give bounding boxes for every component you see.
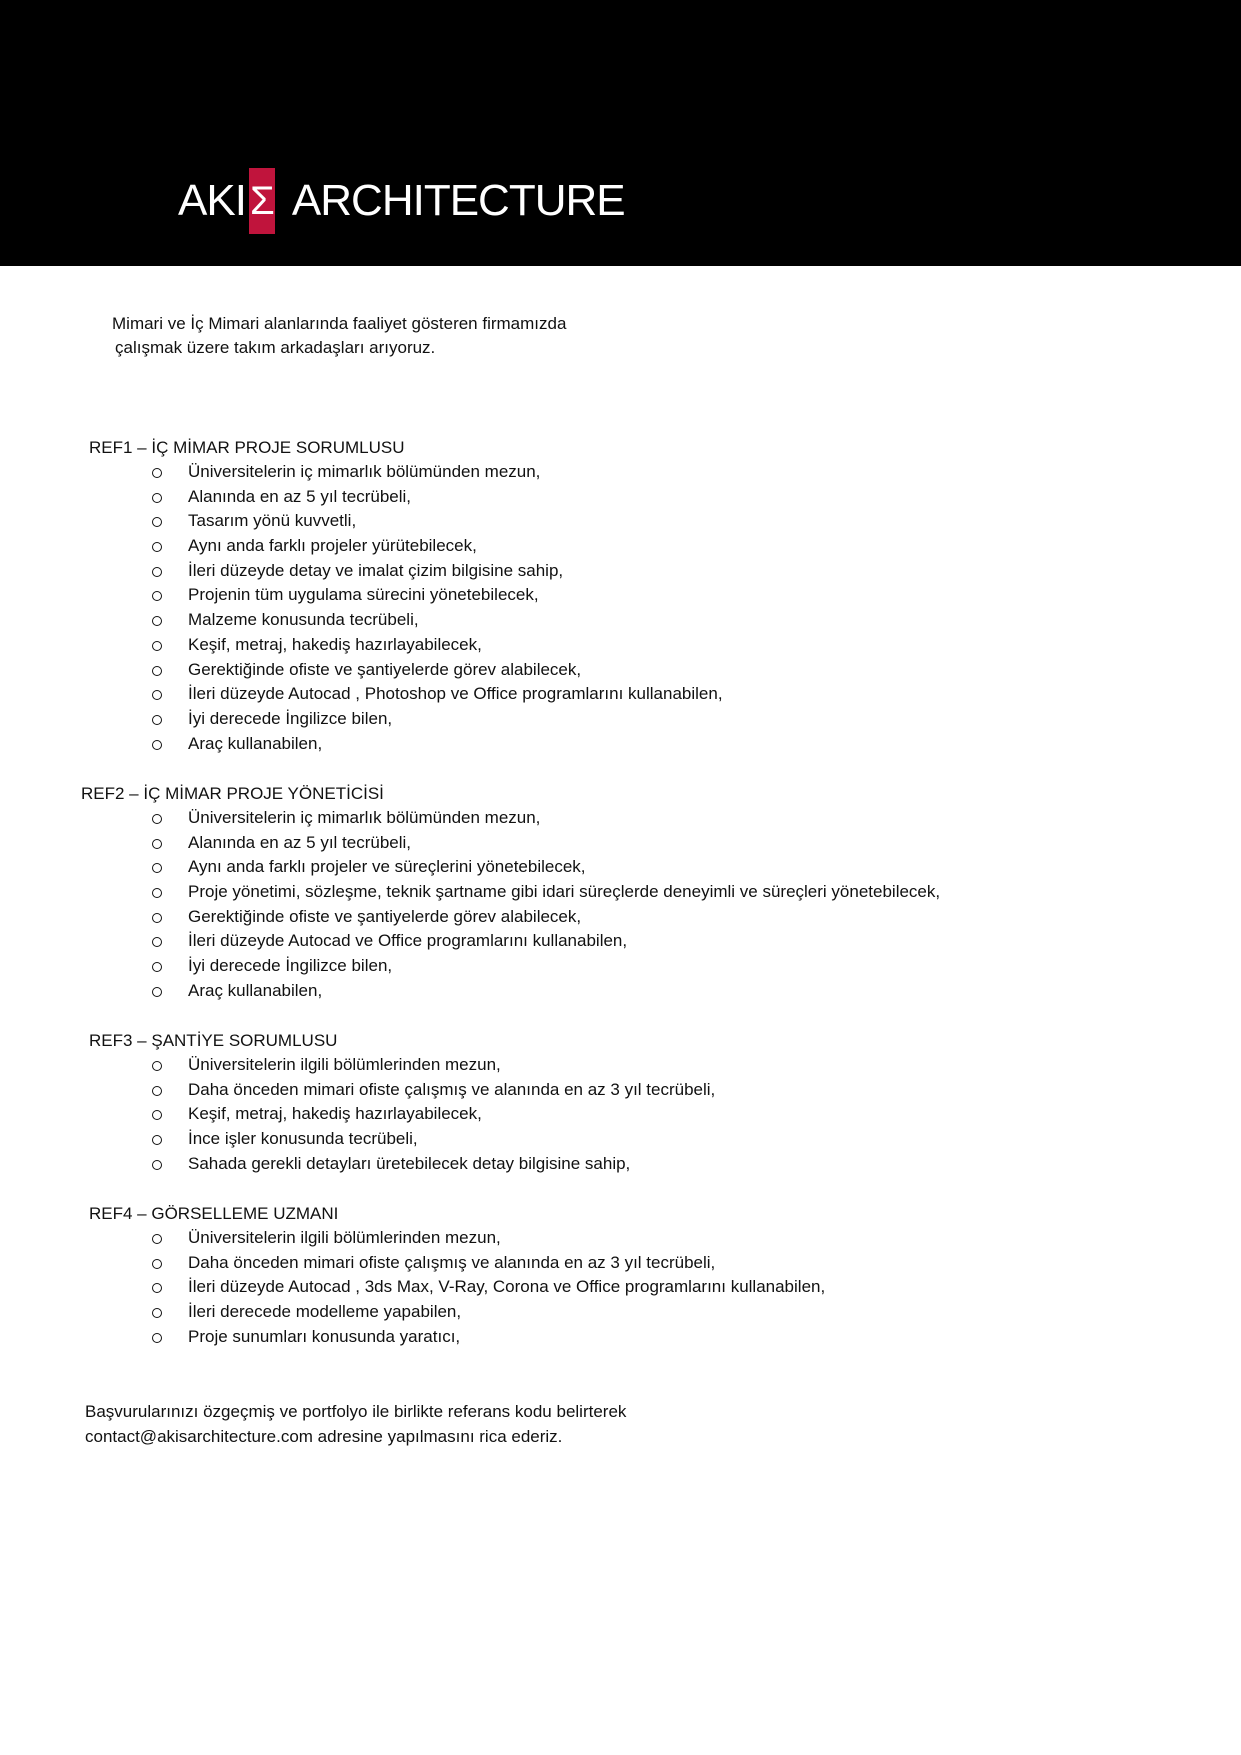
list-item-text: Daha önceden mimari ofiste çalışmış ve alanında en az 3 yıl tecrübeli, xyxy=(188,1252,716,1272)
bullet-circle-icon xyxy=(152,1086,162,1096)
application-note xyxy=(85,1399,626,1449)
list-item xyxy=(89,1102,482,1127)
list-item xyxy=(89,534,477,559)
list-item xyxy=(89,1275,826,1300)
bullet-circle-icon xyxy=(152,468,162,478)
section-ref3 xyxy=(89,1028,716,1176)
logo-wordmark: ARCHITECTURE xyxy=(291,176,625,225)
bullet-circle-icon xyxy=(152,937,162,947)
list-item-text: İnce işler konusunda tecrübeli, xyxy=(188,1129,418,1149)
list-item-text: Araç kullanabilen, xyxy=(188,733,323,753)
bullet-circle-icon xyxy=(152,493,162,503)
section-ref4 xyxy=(89,1201,826,1349)
bullet-circle-icon xyxy=(152,888,162,898)
section-ref1 xyxy=(89,435,723,756)
list-item xyxy=(89,1251,716,1276)
bullet-circle-icon xyxy=(152,591,162,601)
footer-line-1: Başvurularınızı özgeçmiş ve portfolyo ile birlikte referans kodu belirterek xyxy=(85,1402,627,1421)
list-item-text: İleri düzeyde Autocad ve Office programlarını kullanabilen, xyxy=(188,931,628,951)
list-item xyxy=(89,485,412,510)
list-item-text: Projenin tüm uygulama sürecini yönetebilecek, xyxy=(188,585,539,605)
bullet-circle-icon xyxy=(152,690,162,700)
list-item xyxy=(89,1300,462,1325)
intro-line-1: Mimari ve İç Mimari alanlarında faaliyet gösteren firmamızda xyxy=(112,314,567,333)
bullet-circle-icon xyxy=(152,863,162,873)
list-item xyxy=(81,831,412,856)
list-item-text: İyi derecede İngilizce bilen, xyxy=(188,956,393,976)
list-item xyxy=(81,905,582,930)
bullet-circle-icon xyxy=(152,814,162,824)
list-item xyxy=(89,1226,501,1251)
section-title: REF2 – İÇ MİMAR PROJE YÖNETİCİSİ xyxy=(81,784,384,803)
list-item xyxy=(89,1127,418,1152)
bullet-circle-icon xyxy=(152,616,162,626)
list-item xyxy=(89,658,582,683)
bullet-circle-icon xyxy=(152,567,162,577)
list-item-text: Üniversitelerin ilgili bölümlerinden mezun, xyxy=(188,1055,501,1074)
list-item xyxy=(89,559,564,584)
bullet-circle-icon xyxy=(152,1234,162,1244)
list-item xyxy=(89,633,482,658)
bullet-circle-icon xyxy=(152,839,162,849)
bullet-circle-icon xyxy=(152,715,162,725)
logo-sigma-mark: Σ xyxy=(249,168,275,234)
bullet-circle-icon xyxy=(152,517,162,527)
list-item-text: Sahada gerekli detayları üretebilecek detay bilgisine sahip, xyxy=(188,1153,631,1173)
bullet-circle-icon xyxy=(152,1283,162,1293)
requirements-list xyxy=(89,460,723,756)
bullet-circle-icon xyxy=(152,987,162,997)
list-item xyxy=(89,1053,501,1078)
bullet-circle-icon xyxy=(152,666,162,676)
list-item-text: Proje sunumları konusunda yaratıcı, xyxy=(188,1326,461,1346)
list-item-text: İleri düzeyde Autocad , Photoshop ve Office programlarını kullanabilen, xyxy=(188,684,723,704)
list-item-text: Üniversitelerin iç mimarlık bölümünden mezun, xyxy=(188,808,541,827)
list-item xyxy=(81,929,628,954)
requirements-list xyxy=(89,1053,716,1176)
list-item-text: Proje yönetimi, sözleşme, teknik şartname gibi idari süreçlerde deneyimli ve süreçleri yönetebilecek, xyxy=(188,882,941,902)
header-banner xyxy=(0,0,1241,266)
section-title: REF4 – GÖRSELLEME UZMANI xyxy=(89,1204,339,1223)
list-item-text: Alanında en az 5 yıl tecrübeli, xyxy=(188,832,412,852)
list-item-text: Aynı anda farklı projeler ve süreçlerini yönetebilecek, xyxy=(188,857,586,877)
list-item xyxy=(89,460,541,485)
bullet-circle-icon xyxy=(152,962,162,972)
logo-prefix: AKI xyxy=(178,176,246,225)
intro-line-2: çalışmak üzere takım arkadaşları arıyoruz. xyxy=(115,338,436,357)
bullet-circle-icon xyxy=(152,1061,162,1071)
list-item xyxy=(89,732,405,757)
list-item xyxy=(89,707,405,732)
section-title: REF3 – ŞANTİYE SORUMLUSU xyxy=(89,1031,338,1050)
list-item-text: Gerektiğinde ofiste ve şantiyelerde görev alabilecek, xyxy=(188,906,582,926)
list-item xyxy=(89,608,419,633)
list-item-text: İyi derecede İngilizce bilen, xyxy=(188,708,393,728)
list-item-text: Aynı anda farklı projeler yürütebilecek, xyxy=(188,536,477,556)
bullet-circle-icon xyxy=(152,1135,162,1145)
list-item-text: Üniversitelerin ilgili bölümlerinden mezun, xyxy=(188,1228,501,1247)
list-item-text: İleri derecede modelleme yapabilen, xyxy=(188,1302,462,1322)
bullet-circle-icon xyxy=(152,1333,162,1343)
list-item xyxy=(89,509,405,534)
list-item-text: Keşif, metraj, hakediş hazırlayabilecek, xyxy=(188,634,482,654)
bullet-circle-icon xyxy=(152,1308,162,1318)
footer-line-2: contact@akisarchitecture.com adresine yapılmasını rica ederiz. xyxy=(85,1427,563,1446)
bullet-circle-icon xyxy=(152,1259,162,1269)
bullet-circle-icon xyxy=(152,1160,162,1170)
list-item-text: Üniversitelerin iç mimarlık bölümünden mezun, xyxy=(188,462,541,481)
bullet-circle-icon xyxy=(152,913,162,923)
bullet-circle-icon xyxy=(152,542,162,552)
list-item xyxy=(81,880,941,905)
list-item xyxy=(89,1078,716,1103)
bullet-circle-icon xyxy=(152,740,162,750)
section-ref2 xyxy=(81,781,941,1004)
list-item xyxy=(89,682,723,707)
list-item xyxy=(81,979,384,1004)
list-item xyxy=(81,855,586,880)
intro-paragraph xyxy=(112,312,566,360)
list-item xyxy=(81,954,393,979)
requirements-list xyxy=(81,806,941,1004)
list-item-text: Malzeme konusunda tecrübeli, xyxy=(188,610,419,630)
requirements-list xyxy=(89,1226,826,1349)
list-item-text: Alanında en az 5 yıl tecrübeli, xyxy=(188,486,412,506)
list-item xyxy=(89,1325,461,1350)
list-item-text: Araç kullanabilen, xyxy=(188,980,323,1000)
list-item xyxy=(81,806,541,831)
section-title: REF1 – İÇ MİMAR PROJE SORUMLUSU xyxy=(89,438,405,457)
list-item xyxy=(89,1152,631,1177)
bullet-circle-icon xyxy=(152,1110,162,1120)
list-item xyxy=(89,583,539,608)
bullet-circle-icon xyxy=(152,641,162,651)
list-item-text: İleri düzeyde detay ve imalat çizim bilgisine sahip, xyxy=(188,560,564,580)
company-logo xyxy=(178,168,625,234)
list-item-text: Daha önceden mimari ofiste çalışmış ve alanında en az 3 yıl tecrübeli, xyxy=(188,1079,716,1099)
list-item-text: Keşif, metraj, hakediş hazırlayabilecek, xyxy=(188,1104,482,1124)
list-item-text: Tasarım yönü kuvvetli, xyxy=(188,511,357,531)
list-item-text: Gerektiğinde ofiste ve şantiyelerde görev alabilecek, xyxy=(188,659,582,679)
list-item-text: İleri düzeyde Autocad , 3ds Max, V-Ray, Corona ve Office programlarını kullanabilen, xyxy=(188,1277,826,1297)
